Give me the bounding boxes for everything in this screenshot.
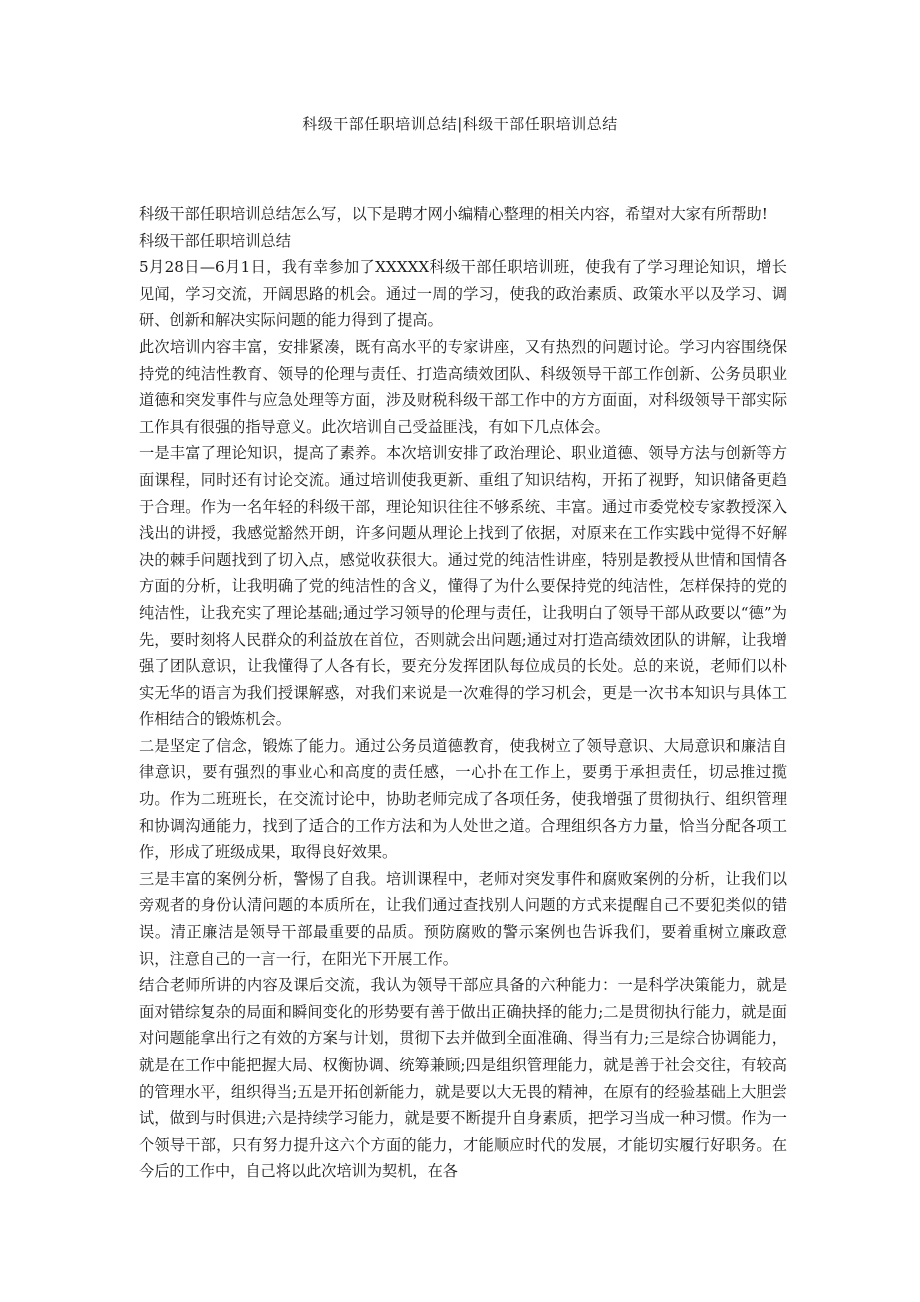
document-title: 科级干部任职培训总结|科级干部任职培训总结	[302, 115, 618, 133]
document-body	[139, 201, 787, 1185]
paragraph-six-abilities: 结合老师所讲的内容及课后交流，我认为领导干部应具备的六种能力：一是科学决策能力，就是面对错综复杂的局面和瞬间变化的形势要有善于做出正确抉择的能力;二是贯彻执行能力，就是面对问题能拿出行之有效的方案与计划，贯彻下去并做到全面准确、得当有力;三是综合协调能力，就是在工作中能把握大局、权衡协调、统筹兼顾;四是组织管理能力，就是善于社会交往，有较高的管理水平，组织得当;五是开拓创新能力，就是要以大无畏的精神，在原有的经验基础上大胆尝试，做到与时俱进;六是持续学习能力，就是要不断提升自身素质，把学习当成一种习惯。作为一个领导干部，只有努力提升这六个方面的能力，才能顺应时代的发展，才能切实履行好职务。在今后的工作中，自己将以此次培训为契机，在各	[139, 976, 787, 1181]
paragraph-point-two: 二是坚定了信念，锻炼了能力。通过公务员道德教育，使我树立了领导意识、大局意识和廉洁自律意识，要有强烈的事业心和高度的责任感，一心扑在工作上，要勇于承担责任，切忌推过揽功。作为二班班长，在交流讨论中，协助老师完成了各项任务，使我增强了贯彻执行、组织管理和协调沟通能力，找到了适合的工作方法和为人处世之道。合理组织各方力量，恰当分配各项工作，形成了班级成果，取得良好效果。	[139, 736, 787, 862]
paragraph-overview: 5月28日—6月1日，我有幸参加了XXXXX科级干部任职培训班，使我有了学习理论知识，增长见闻，学习交流，开阔思路的机会。通过一周的学习，使我的政治素质、政策水平以及学习、调研、创新和解决实际问题的能力得到了提高。	[139, 258, 787, 330]
paragraph-point-one: 一是丰富了理论知识，提高了素养。本次培训安排了政治理论、职业道德、领导方法与创新等方面课程，同时还有讨论交流。通过培训使我更新、重组了知识结构，开拓了视野，知识储备更趋于合理。作为一名年轻的科级干部，理论知识往往不够系统、丰富。通过市委党校专家教授深入浅出的讲授，我感觉豁然开朗，许多问题从理论上找到了依据，对原来在工作实践中觉得不好解决的棘手问题找到了切入点，感觉收获很大。通过党的纯洁性讲座，特别是教授从世情和国情各方面的分析，让我明确了党的纯洁性的含义，懂得了为什么要保持党的纯洁性，怎样保持的党的纯洁性，让我充实了理论基础;通过学习领导的伦理与责任，让我明白了领导干部从政要以“德”为先，要时刻将人民群众的利益放在首位，否则就会出问题;通过对打造高绩效团队的讲解，让我增强了团队意识，让我懂得了人各有长，要充分发挥团队每位成员的长处。总的来说，老师们以朴实无华的语言为我们授课解惑，对我们来说是一次难得的学习机会，更是一次书本知识与具体工作相结合的锻炼机会。	[139, 444, 787, 729]
paragraph-intro: 科级干部任职培训总结怎么写，以下是聘才网小编精心整理的相关内容，希望对大家有所帮助!	[139, 205, 768, 223]
paragraph-subtitle: 科级干部任职培训总结	[139, 231, 291, 250]
paragraph-content: 此次培训内容丰富，安排紧凑，既有高水平的专家讲座，又有热烈的问题讨论。学习内容围绕保持党的纯洁性教育、领导的伦理与责任、打造高绩效团队、科级领导干部工作创新、公务员职业道德和突发事件与应急处理等方面，涉及财税科级干部工作中的方方面面，对科级领导干部实际工作具有很强的指导意义。此次培训自己受益匪浅，有如下几点体会。	[139, 337, 787, 436]
paragraph-point-three: 三是丰富的案例分析，警惕了自我。培训课程中，老师对突发事件和腐败案例的分析，让我们以旁观者的身份认清问题的本质所在，让我们通过查找别人问题的方式来提醒自己不要犯类似的错误。清正廉洁是领导干部最重要的品质。预防腐败的警示案例也告诉我们，要着重树立廉政意识，注意自己的一言一行，在阳光下开展工作。	[139, 869, 787, 968]
